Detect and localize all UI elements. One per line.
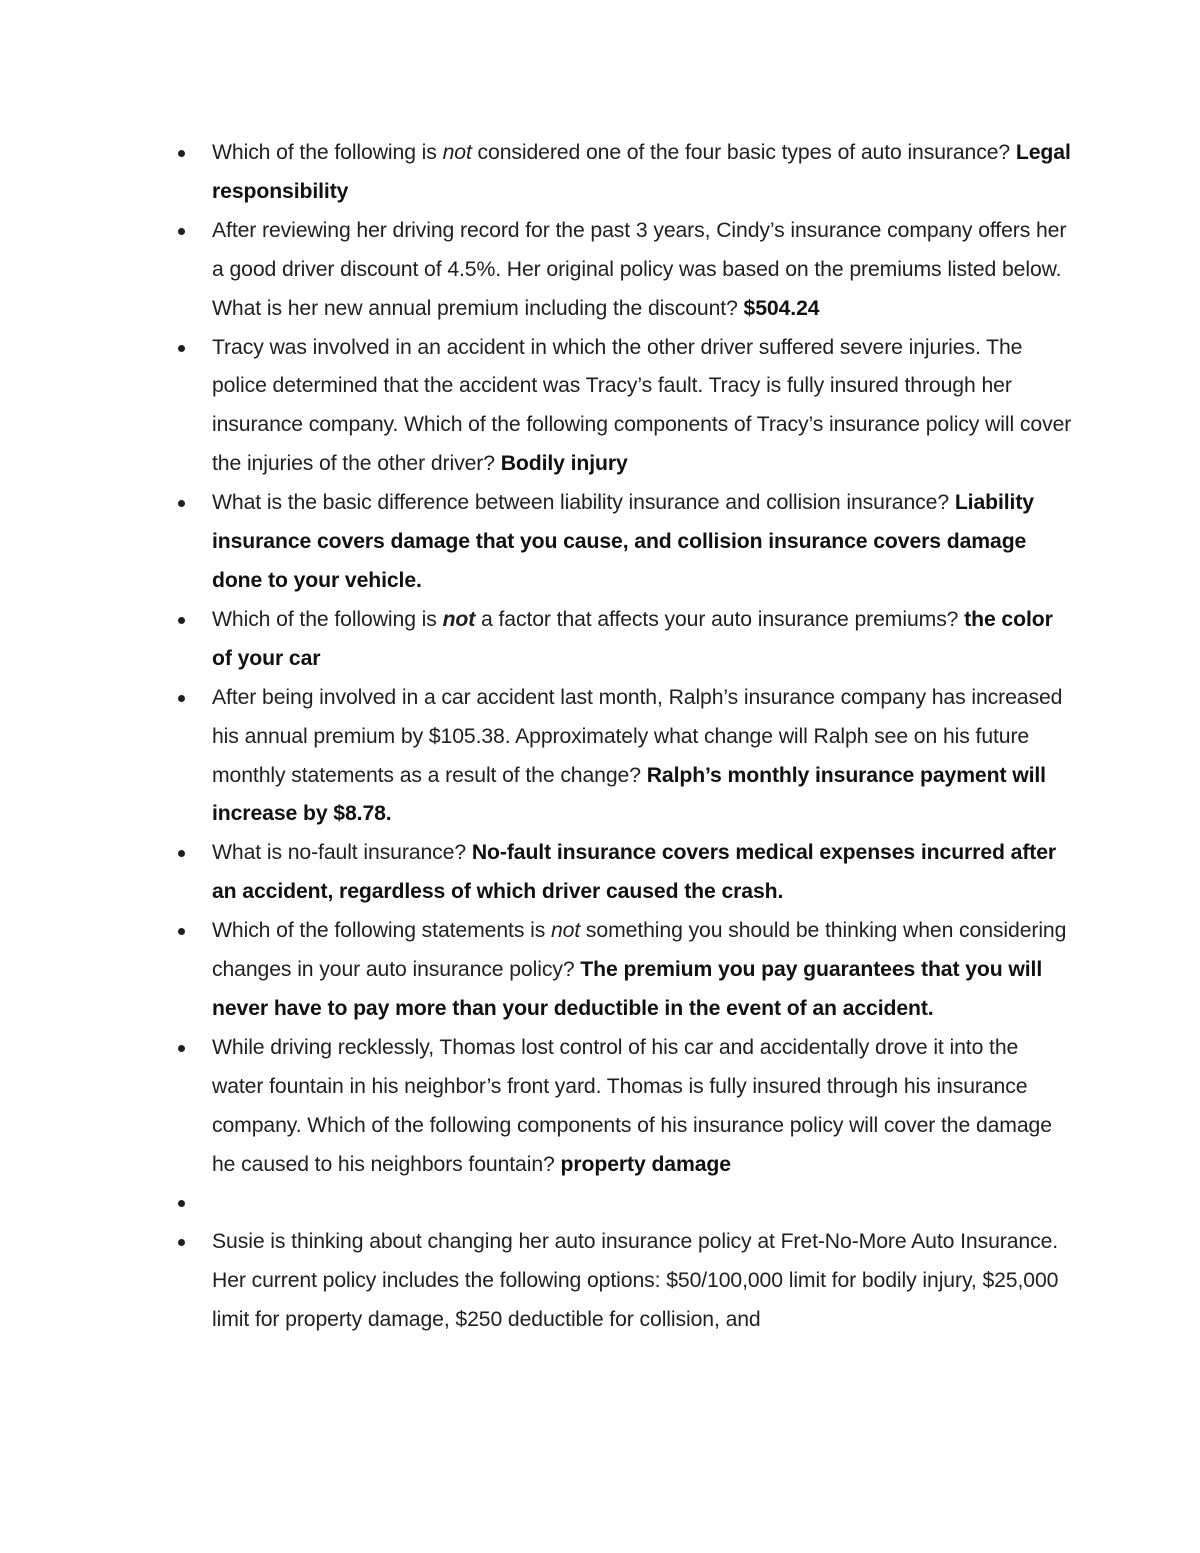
list-item [0, 212, 1072, 329]
list-item [0, 679, 1072, 835]
question-answer-list [0, 134, 1200, 1340]
question-text: After reviewing her driving record for the past 3 years, Cindy’s insurance company offers her a good driver discount of 4.5%. Her original policy was based on the premiums listed below. What is her new annual premium including the discount? [212, 218, 1067, 320]
answer-text: No-fault insurance covers medical expenses incurred after an accident, regardless of which driver caused the crash. [212, 841, 1057, 904]
question-text: Which of the following is not a factor that affects your auto insurance premiums? [212, 607, 965, 631]
answer-text: property damage [560, 1152, 731, 1176]
bullet-icon [178, 617, 185, 624]
answer-text: The premium you pay guarantees that you will never have to pay more than your deductible in the event of an accident. [212, 958, 1043, 1020]
list-item [0, 329, 1072, 485]
list-item [0, 834, 1072, 912]
bullet-icon [178, 500, 185, 507]
answer-text: $504.24 [743, 296, 820, 320]
list-item [0, 601, 1072, 679]
list-item [0, 1223, 1072, 1340]
list-item [0, 484, 1072, 601]
question-text: While driving recklessly, Thomas lost control of his car and accidentally drove it into the water fountain in his neighbor’s front yard. Thomas is fully insured through his insurance company. Which of the following components of his insurance policy will cover the damage he caused to his neighbors fountain? [212, 1035, 1052, 1176]
list-item [0, 1029, 1072, 1185]
bullet-icon [178, 1045, 185, 1052]
question-text: Susie is thinking about changing her auto insurance policy at Fret-No-More Auto Insurance. Her current policy includes the following options: $50/100,000 limit for bodily injury, $25,000 limit for property damage, $250 deductible for collision, and [212, 1230, 1059, 1332]
bullet-icon [178, 695, 185, 702]
list-item [0, 134, 1072, 212]
answer-text: the color of your car [212, 607, 1053, 670]
bullet-icon [178, 345, 185, 352]
question-text: Which of the following statements is not something you should be thinking when considering changes in your auto insurance policy? [212, 919, 1067, 982]
bullet-icon [178, 850, 185, 857]
bullet-icon [178, 228, 185, 235]
question-text: Tracy was involved in an accident in which the other driver suffered severe injuries. The police determined that the accident was Tracy’s fault. Tracy is fully insured through her insurance company. Which of the following components of Tracy’s insurance policy will cover the injuries of the other driver? [212, 335, 1072, 476]
list-item-empty [0, 1184, 1072, 1223]
answer-text: Bodily injury [500, 452, 628, 476]
answer-text: Liability insurance covers damage that you cause, and collision insurance covers damage done to your vehicle. [212, 491, 1034, 592]
list-item [0, 912, 1072, 1029]
bullet-icon [178, 150, 185, 157]
question-text: Which of the following is not considered one of the four basic types of auto insurance? [212, 141, 1016, 164]
question-text: What is no-fault insurance? [212, 841, 472, 865]
question-text: What is the basic difference between liability insurance and collision insurance? [212, 491, 955, 515]
question-text: After being involved in a car accident last month, Ralph’s insurance company has increased his annual premium by $105.38. Approximately what change will Ralph see on his future monthly statements as a result of the change? [212, 685, 1063, 787]
answer-text: Ralph’s monthly insurance payment will increase by $8.78. [212, 763, 1046, 826]
bullet-icon [178, 1200, 185, 1207]
answer-text: Legal responsibility [212, 141, 1071, 203]
bullet-icon [178, 1239, 185, 1246]
bullet-icon [178, 928, 185, 935]
